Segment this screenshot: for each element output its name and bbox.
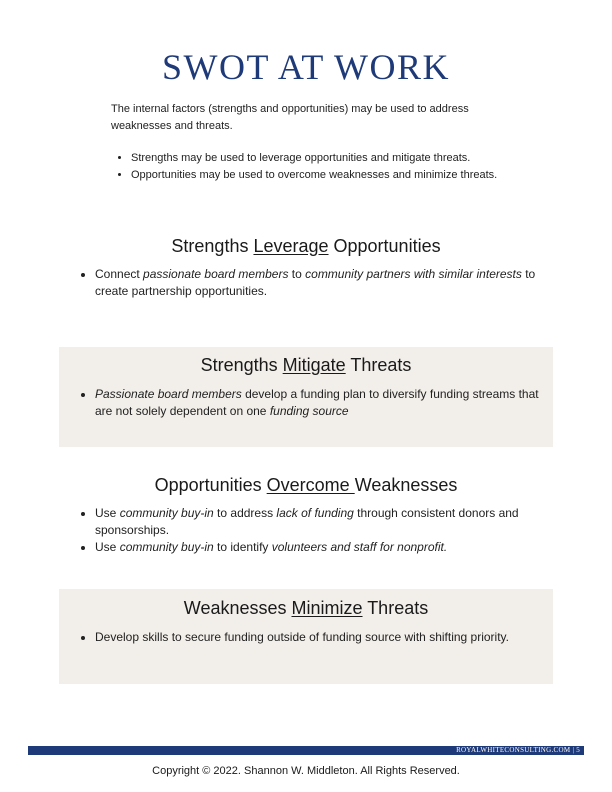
footer-site: ROYALWHITECONSULTING.COM | 5 xyxy=(456,746,580,754)
section-list xyxy=(59,266,553,300)
page-title: SWOT AT WORK xyxy=(161,47,451,87)
heading-text: Threats xyxy=(362,598,429,618)
emphasis-text: passionate board members xyxy=(143,267,289,281)
heading-text: Strengths xyxy=(171,236,254,256)
bullet-text: Use xyxy=(95,506,120,520)
emphasis-text: community buy-in xyxy=(119,540,214,554)
section-list xyxy=(59,629,553,646)
list-item: • Strengths may be used to leverage opportunities and mitigate threats. xyxy=(131,150,531,167)
bullet-text: Use xyxy=(95,540,120,554)
emphasis-text: funding source xyxy=(269,404,349,418)
list-item xyxy=(95,629,553,646)
list-item xyxy=(95,266,553,300)
list-item xyxy=(95,386,553,420)
heading-text: Weaknesses xyxy=(183,598,292,618)
section-list xyxy=(59,386,553,420)
section-heading xyxy=(59,475,553,496)
footer-bar xyxy=(28,746,584,755)
heading-text: Threats xyxy=(345,355,412,375)
section-opportunities-overcome-weaknesses xyxy=(59,475,553,565)
heading-keyword: Mitigate xyxy=(282,355,346,375)
section-list xyxy=(59,505,553,556)
heading-keyword: Overcome xyxy=(266,475,355,495)
bullet-text: to identify xyxy=(213,540,272,554)
intro-paragraph: The internal factors (strengths and opportunities) may be used to address weaknesses and threats. xyxy=(111,103,469,132)
emphasis-text: lack of funding xyxy=(276,506,354,520)
heading-keyword: Leverage xyxy=(253,236,329,256)
emphasis-text: community partners with similar interests xyxy=(305,267,522,281)
heading-text: Weaknesses xyxy=(354,475,458,495)
emphasis-text: community buy-in xyxy=(119,506,214,520)
heading-text: Opportunities xyxy=(154,475,267,495)
section-strengths-mitigate-threats xyxy=(59,347,553,447)
intro-list xyxy=(111,150,531,184)
heading-text: Strengths xyxy=(200,355,283,375)
bullet-text: develop a funding plan to diversify funding streams that are not solely dependent on one xyxy=(95,387,539,418)
bullet-text: Develop skills to secure funding outside of funding source with shifting priority. xyxy=(95,630,509,644)
copyright-notice: Copyright © 2022. Shannon W. Middleton. All Rights Reserved. xyxy=(152,765,460,777)
emphasis-text: Passionate board members xyxy=(95,387,242,401)
section-heading xyxy=(59,236,553,257)
section-heading xyxy=(59,355,553,376)
bullet-text: to xyxy=(288,267,306,281)
bullet-text: through consistent donors and sponsorships. xyxy=(95,506,519,537)
heading-text: Opportunities xyxy=(328,236,441,256)
section-strengths-leverage-opportunities xyxy=(59,236,553,310)
list-item xyxy=(95,505,553,539)
list-item: • Opportunities may be used to overcome weaknesses and minimize threats. xyxy=(131,167,531,184)
section-heading xyxy=(59,598,553,619)
list-item xyxy=(95,539,553,556)
bullet-text: to address xyxy=(213,506,277,520)
emphasis-text: volunteers and staff for nonprofit. xyxy=(271,540,448,554)
bullet-text: to create partnership opportunities. xyxy=(95,267,536,298)
bullet-text: Connect xyxy=(95,267,144,281)
heading-keyword: Minimize xyxy=(291,598,363,618)
section-weaknesses-minimize-threats xyxy=(59,589,553,684)
